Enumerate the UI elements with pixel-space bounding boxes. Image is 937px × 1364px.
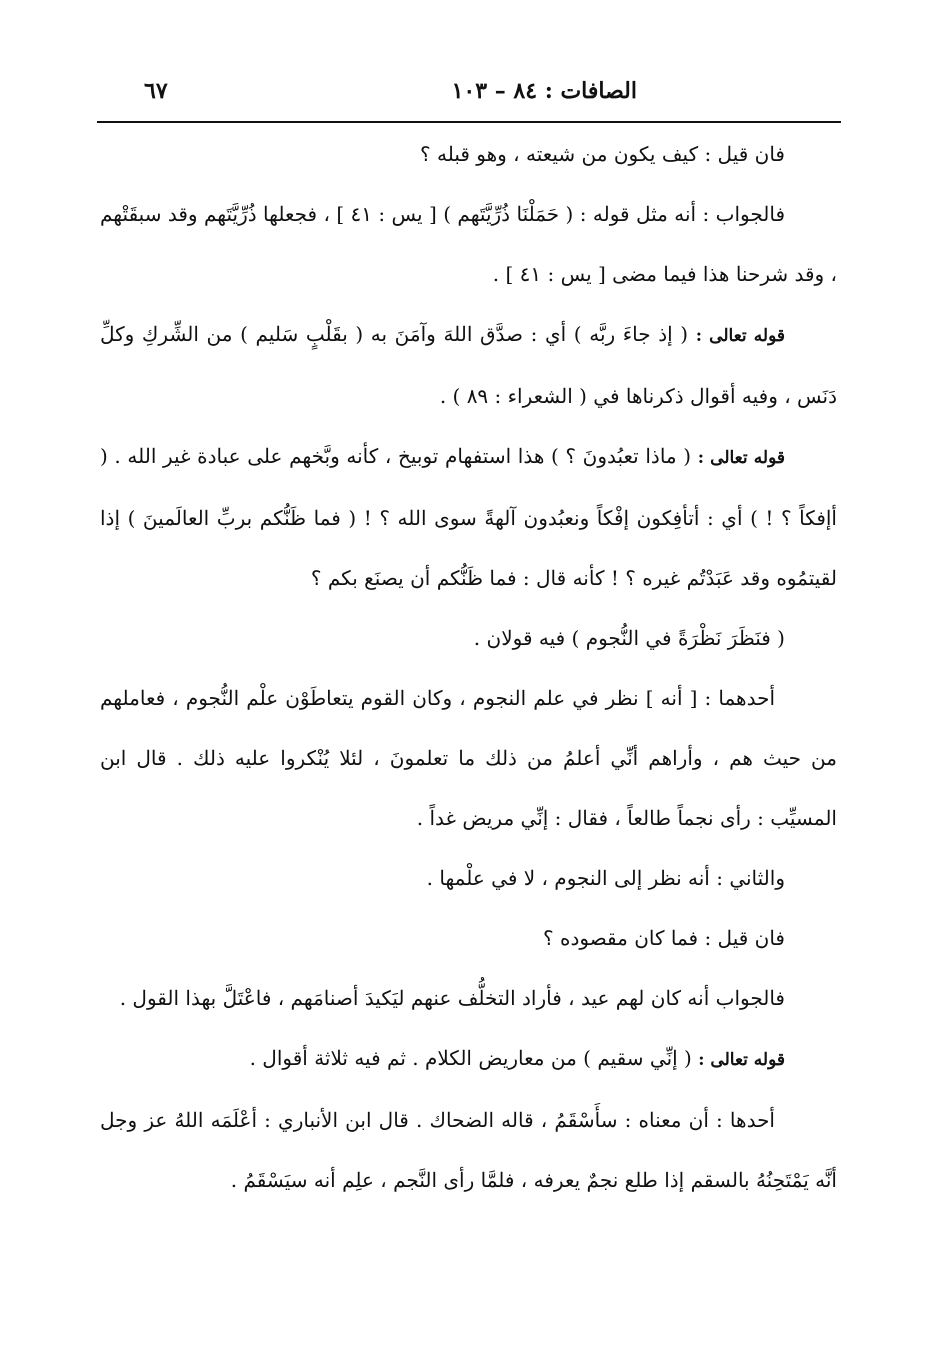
body-text (100, 124, 837, 1210)
header-rule (97, 121, 841, 123)
page-header (100, 78, 837, 114)
running-title: الصافات : ٨٤ – ١٠٣ (451, 78, 637, 104)
paragraph-5 (100, 608, 837, 668)
paragraph-text: ( إنِّي سقيم ) من معاريض الكلام . ثم فيه ثلاثة أقوال . (249, 1046, 699, 1070)
paragraph-3 (100, 304, 837, 426)
paragraph-9 (100, 968, 837, 1028)
paragraph-text: فالجواب أنه كان لهم عيد ، فأراد التخلُّف عنهم ليَكيدَ أصنامَهم ، فاعْتَلَّ بهذا القول . (119, 986, 785, 1010)
paragraph-1 (100, 124, 837, 184)
page-number: ٦٧ (144, 78, 168, 104)
paragraph-11 (100, 1090, 837, 1210)
paragraph-6 (100, 668, 837, 848)
paragraph-text: أحدهما : [ أنه ] نظر في علم النجوم ، وكان القوم يتعاطَوْن علْم النُّجوم ، فعاملهم من حيث هم ، وأراهم أنِّي أعلمُ من ذلك ما تعلمونَ ، لئلا يُنْكروا عليه ذلك . قال ابن المسيِّب : رأى نجماً طالعاً ، فقال : إنِّي مريض غداً . (100, 686, 837, 830)
paragraph-4 (100, 426, 837, 608)
paragraph-text: ( ماذا تعبُدونَ ؟ ) هذا استفهام توبيخ ، كأنه وبَّخهم على عبادة غير الله . ( أإفكاً ؟ ! ) أي : أتأفِكون إفْكاً ونعبُدون آلهةً سوى الله ؟ ! ( فما ظَنُّكم بربِّ العالَمينَ ) إذا لقيتمُوه وقد عَبَدْتُم غيره ؟ ! كأنه قال : فما ظَنُّكم أن يصنَع بكم ؟ (100, 444, 837, 590)
paragraph-8 (100, 908, 837, 968)
verse-label: قوله تعالى : (698, 1050, 785, 1070)
paragraph-text: ( إذ جاءَ ربَّه ) أي : صدَّق اللهَ وآمَنَ به ( بقَلْبٍ سَليم ) من الشِّركِ وكلِّ دَنَس ، وفيه أقوال ذكرناها في ( الشعراء : ٨٩ ) . (100, 322, 837, 408)
paragraph-text: والثاني : أنه نظر إلى النجوم ، لا في علْمها . (426, 866, 785, 890)
verse-label: قوله تعالى : (695, 326, 785, 346)
paragraph-text: ( فنَظَرَ نَظْرَةً في النُّجوم ) فيه قولان . (473, 626, 785, 650)
verse-label: قوله تعالى : (697, 448, 785, 468)
paragraph-text: فالجواب : أنه مثل قوله : ( حَمَلْنَا ذُرِّيَّتَهم ) [ يس : ٤١ ] ، فجعلها ذُرِّيَّتَهم وقد سبقَتْهم ، وقد شرحنا هذا فيما مضى [ يس : ٤١ ] . (100, 202, 837, 286)
paragraph-text: فان قيل : فما كان مقصوده ؟ (543, 926, 785, 950)
paragraph-text: فان قيل : كيف يكون من شيعته ، وهو قبله ؟ (420, 142, 785, 166)
paragraph-7 (100, 848, 837, 908)
paragraph-text: أحدها : أن معناه : سأَسْقَمُ ، قاله الضحاك . قال ابن الأنباري : أعْلَمَه اللهُ عز وجل أنَّه يَمْتَحِنُهُ بالسقم إذا طلع نجمٌ يعرفه ، فلمَّا رأى النَّجم ، علِم أنه سيَسْقَمُ . (100, 1108, 837, 1192)
paragraph-2 (100, 184, 837, 304)
paragraph-10 (100, 1028, 837, 1090)
